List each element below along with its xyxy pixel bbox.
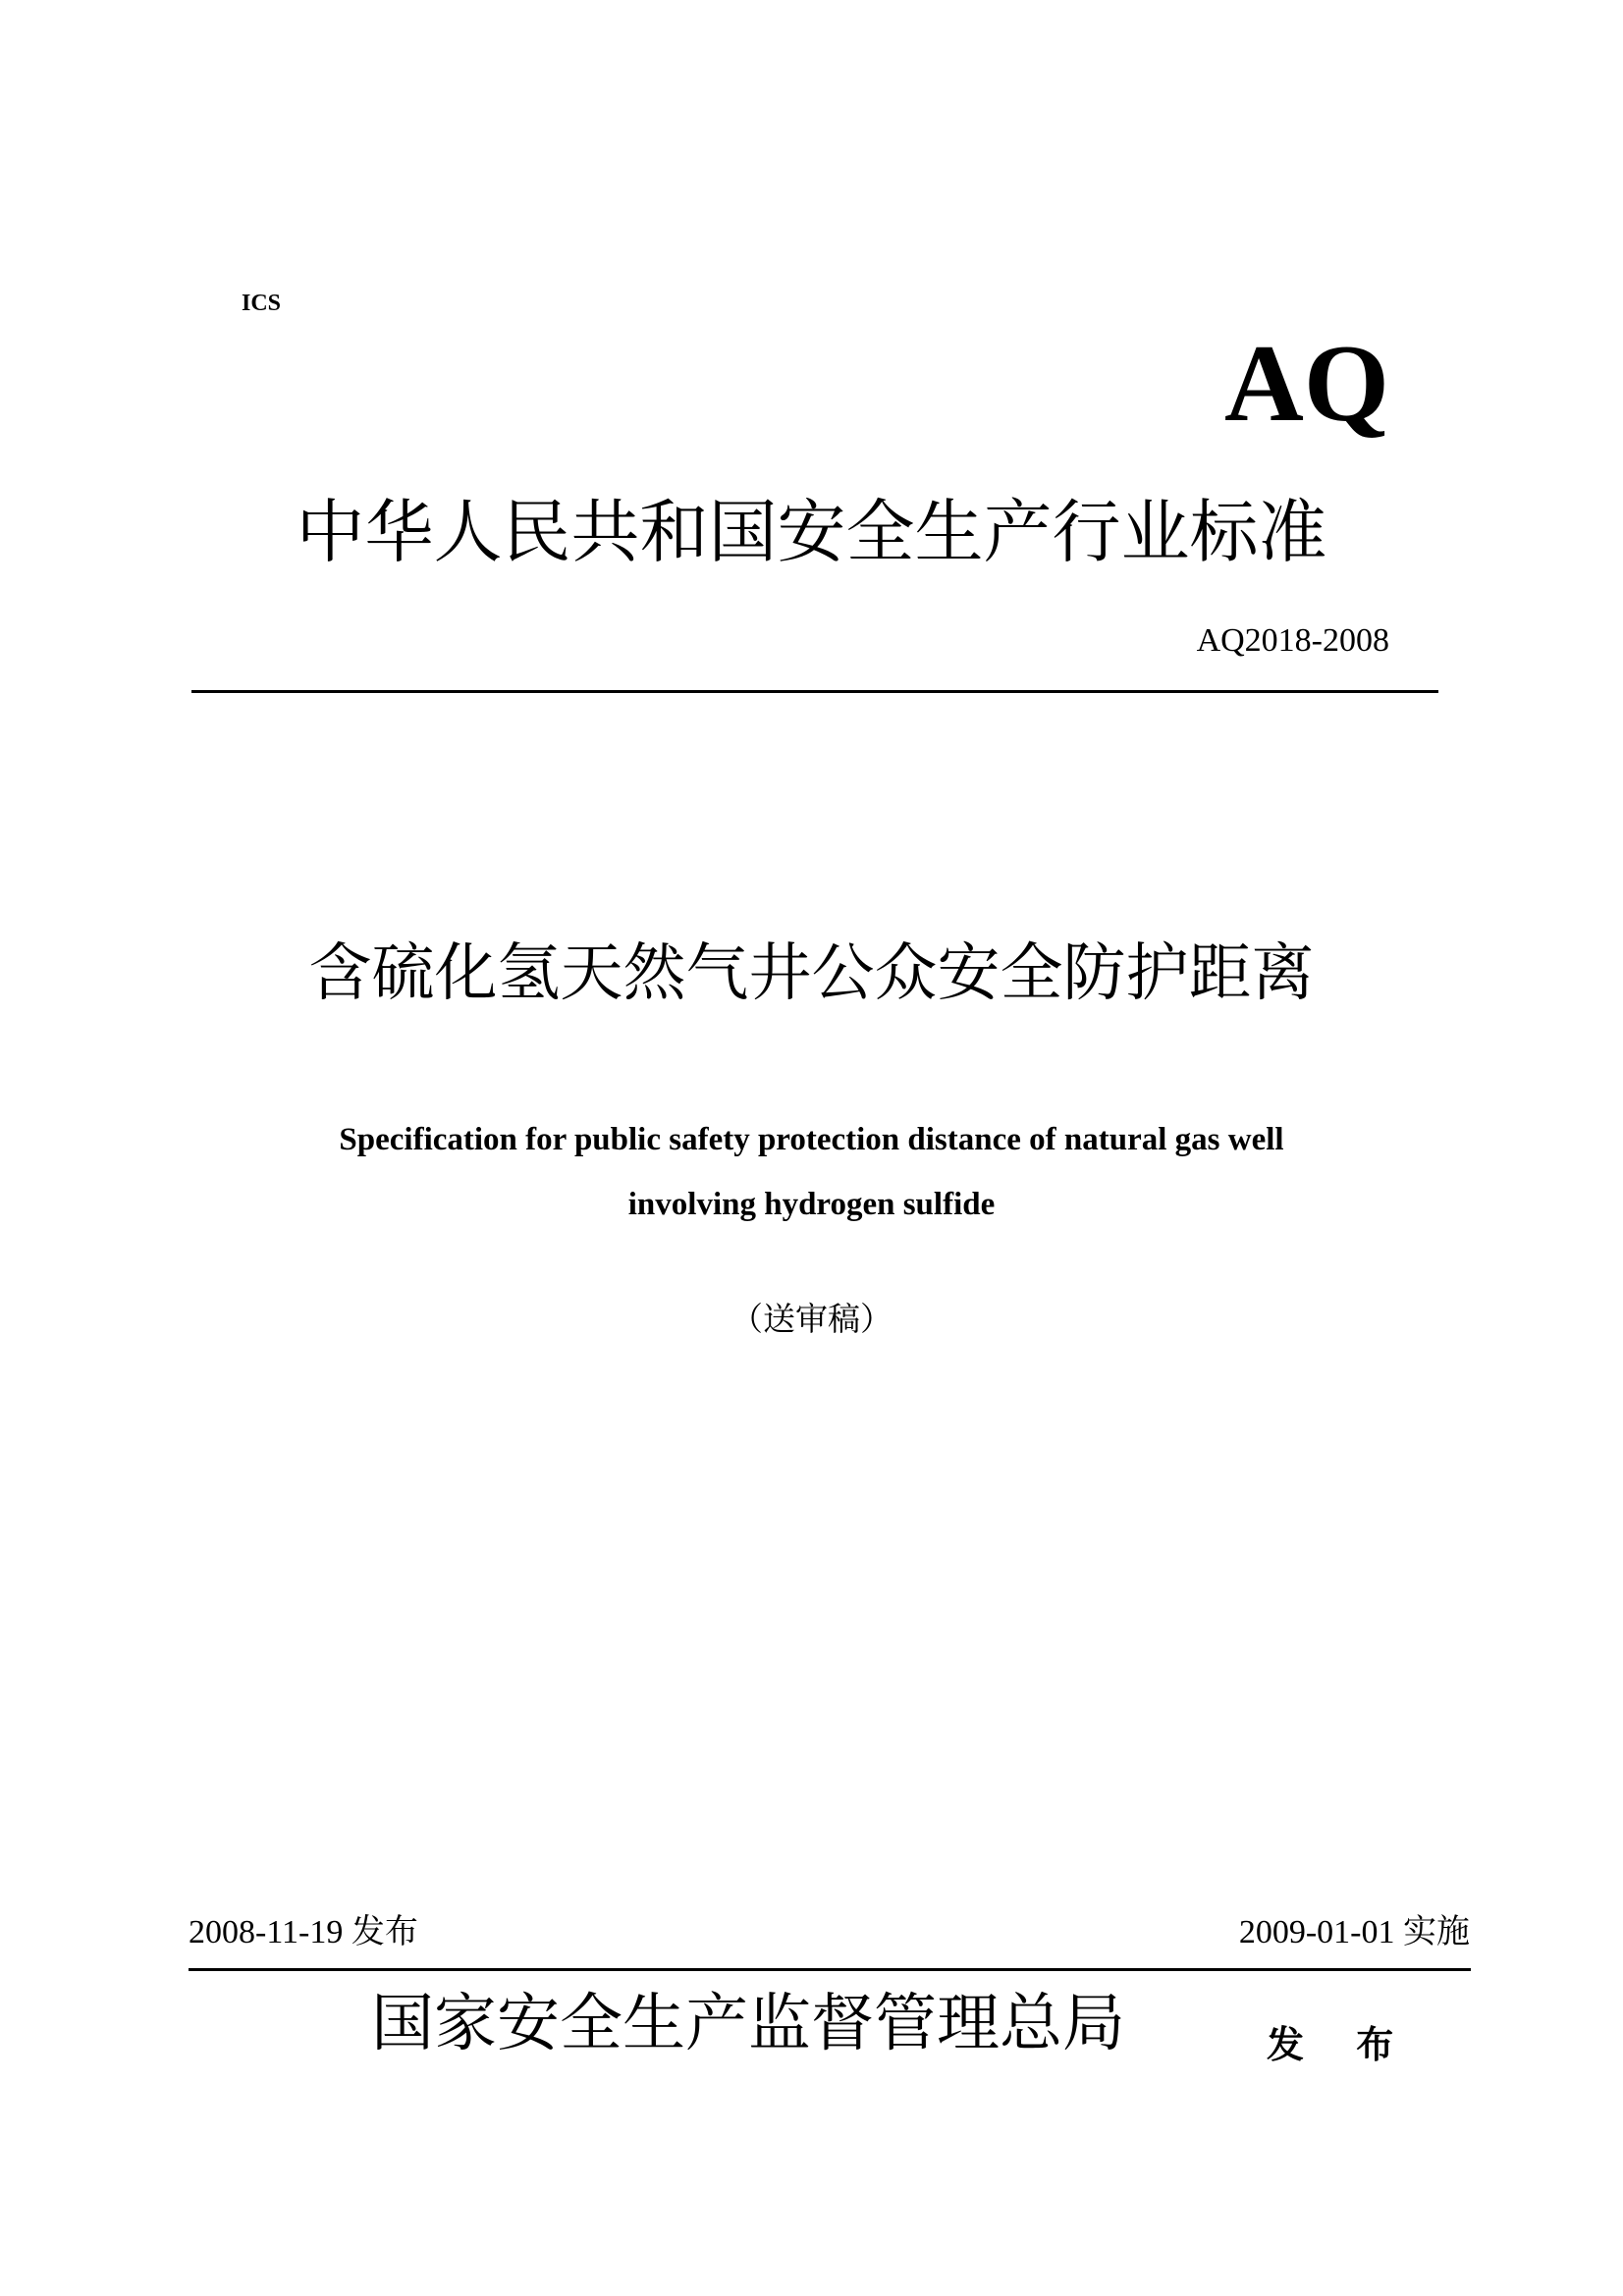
implementation-date: 2009-01-01 实施 xyxy=(1238,1914,1470,1950)
publish-label: 发 布 xyxy=(1267,2023,1414,2066)
top-divider xyxy=(191,690,1438,693)
standard-code: AQ2018-2008 xyxy=(1196,622,1389,659)
chinese-title: 含硫化氢天然气井公众安全防护距离 xyxy=(308,937,1315,1010)
issue-date: 2008-11-19 发布 xyxy=(189,1914,418,1950)
ics-label: ICS xyxy=(242,291,282,316)
category-mark: AQ xyxy=(1224,323,1389,445)
english-title xyxy=(0,1107,1623,1237)
bottom-divider xyxy=(189,1968,1471,1971)
draft-status: （送审稿） xyxy=(730,1300,893,1338)
english-title-line-2: involving hydrogen sulfide xyxy=(627,1187,996,1222)
publisher-name: 国家安全生产监督管理总局 xyxy=(371,1988,1125,2060)
standard-type-heading: 中华人民共和国安全生产行业标准 xyxy=(296,492,1327,572)
english-title-line-1: Specification for public safety protection distance of natural gas well xyxy=(339,1122,1284,1157)
